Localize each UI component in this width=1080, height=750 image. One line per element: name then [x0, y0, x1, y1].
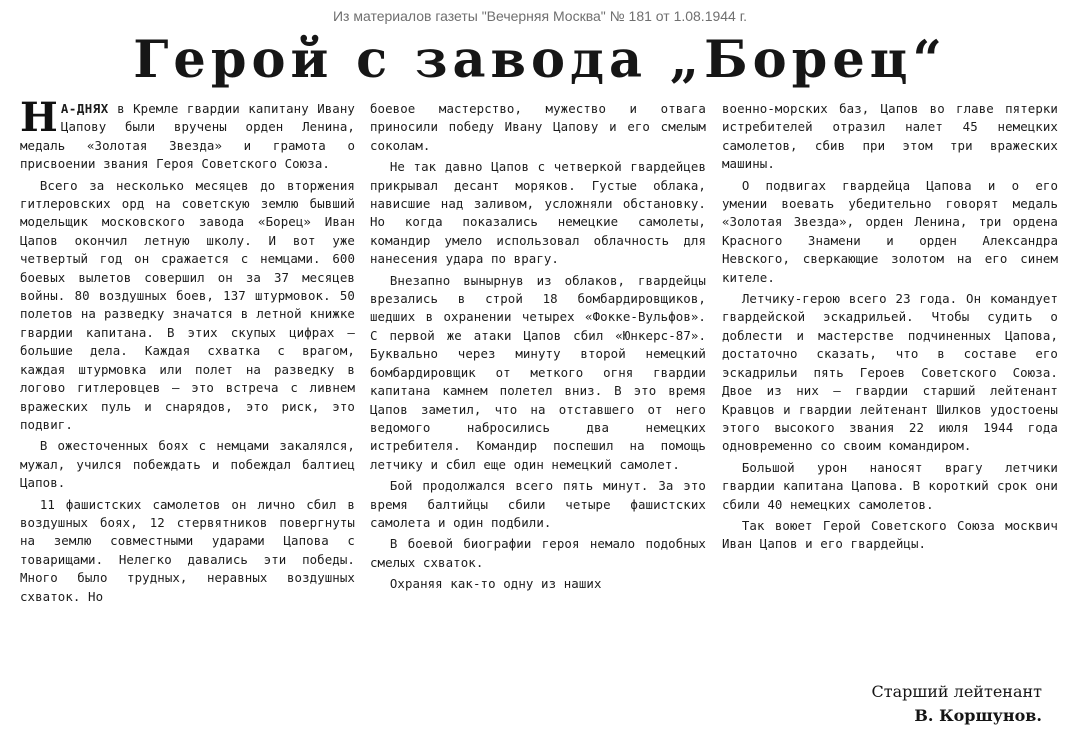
paragraph: В ожесточенных боях с немцами закалялся, мужал, учился побеждать и побеждал балтиец Цапов.: [20, 438, 355, 491]
paragraph: Всего за несколько месяцев до вторжения гитлеровских орд на советскую землю бывший модельщик московского завода «Борец» Иван Цапов окончил летную школу. И вот уже четвертый год он сражается с немцами. 600 боевых вылетов совершил он за 37 месяцев войны. 80 воздушных боев, 137 штурмовок. 50 полетов на разведку значатся в летной книжке гвардии капитана. В этих скупых цифрах — большие дела. Каждая схватка с врагом, каждая штурмовка или полет на разведку в логово гитлеровцев — это встреча с ливнем вражеских пуль и снарядов, это риск, это подвиг.: [20, 177, 355, 432]
lead-word: А-ДНЯХ: [60, 101, 109, 116]
paragraph: 11 фашистских самолетов он лично сбил в воздушных боях, 12 стервятников повергнуты на землю совместными ударами Цапова с товарищами. Нелегко давались эти победы. Много было трудных, неравных воздушных схваток. Но: [20, 496, 355, 604]
article-headline: Герой с завода „Борец“: [133, 30, 947, 90]
author-signature: [760, 680, 1060, 728]
paragraph: боевое мастерство, мужество и отвага приносили победу Ивану Цапову и его смелым соколам.: [370, 101, 706, 153]
paragraph: Летчику-герою всего 23 года. Он командует гвардейской эскадрильей. Чтобы судить о доблести и мастерстве подчиненных Цапова, достаточно сказать, что в составе его эскадрильи пять Героев Советского Союза. Двое из них — гвардии старший лейтенант Кравцов и гвардии лейтенант Шилков удостоены этого высокого звания 22 июля 1944 года одновременно со своим командиром.: [722, 291, 1058, 454]
paragraph: О подвигах гвардейца Цапова и о его умении воевать убедительно говорят медаль «Золотая Звезда», орден Ленина, три ордена Красного Знамени и орден Александра Невского, сверкающие золотом на его синем кителе.: [722, 177, 1058, 285]
paragraph: Так воюет Герой Советского Союза москвич Иван Цапов и его гвардейцы.: [722, 517, 1058, 552]
lead-text: в Кремле гвардии капитану Ивану Цапову были вручены орден Ленина, медаль «Золотая Звезда» и грамота о присвоении звания Героя Советского Союза.: [20, 101, 355, 172]
paragraph: Бой продолжался всего пять минут. За это время балтийцы сбили четыре фашистских самолета и один подбили.: [370, 478, 706, 530]
author-name: В. Коршунов.: [914, 706, 1042, 725]
paragraph: Внезапно вынырнув из облаков, гвардейцы врезались в строй 18 бомбардировщиков, шедших в охранении четырех «Фокке-Вульфов». С первой же атаки Цапов сбил «Юнкерс-87». Буквально через минуту второй немецкий бомбардировщик от меткого огня гвардии капитана камнем полетел вниз. В это время Цапов заметил, что на отставшего от него ведомого набросились два немецких истребителя. Командир поспешил на помощь летчику и сбил еще один немецкий самолет.: [370, 272, 706, 472]
drop-cap: Н: [20, 94, 58, 141]
paragraph: военно-морских баз, Цапов во главе пятерки истребителей отразил налет 45 немецких самолетов, сбив при этом три вражеских машины.: [722, 101, 1058, 172]
lead-paragraph: [20, 94, 355, 174]
source-caption: Из материалов газеты "Вечерняя Москва" № 181 от 1.08.1944 г.: [332, 8, 748, 24]
paragraph: Охраняя как-то одну из наших: [389, 576, 602, 592]
author-rank: Старший лейтенант: [871, 682, 1042, 701]
article-column-1: [20, 94, 355, 606]
article-column-2: [370, 100, 706, 594]
paragraph: Не так давно Цапов с четверкой гвардейцев прикрывал десант моряков. Густые облака, нависшие над заливом, усложняли обстановку. Но когда показались немецкие самолеты, командир умело использовал облачность для нанесения удара по врагу.: [370, 159, 706, 267]
paragraph: Большой урон наносят врагу летчики гвардии капитана Цапова. В короткий срок они сбили 40 немецких самолетов.: [722, 459, 1058, 512]
article-column-3: [722, 100, 1058, 554]
paragraph: В боевой биографии героя немало подобных смелых схваток.: [370, 536, 706, 570]
